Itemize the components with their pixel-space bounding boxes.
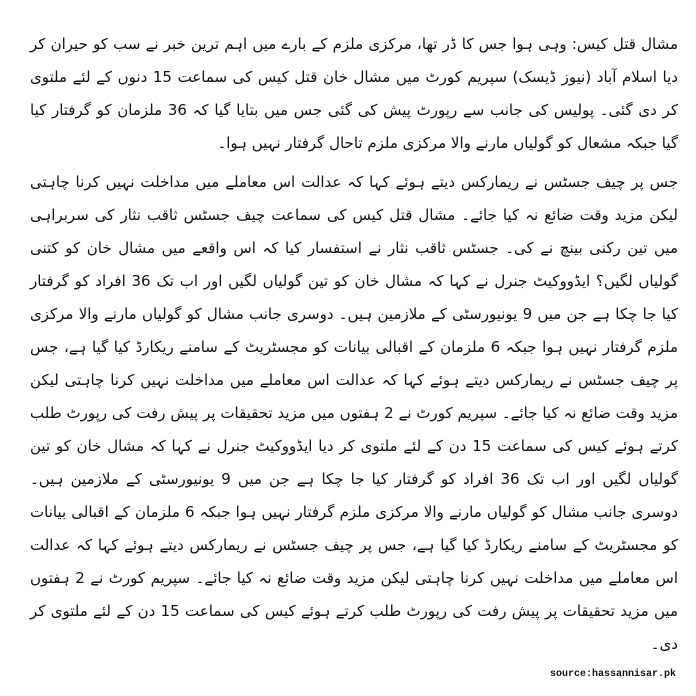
article-paragraph-intro: مشال قتل کیس: وہی ہوا جس کا ڈر تھا، مرکزی ملزم کے بارے میں اہم ترین خبر نے سب کو حیران کر دیا اسلام آباد (نیوز ڈیسک) سپریم کورٹ میں مشال خان قتل کیس کی سماعت 15 دنوں کے لئے ملتوی کر دی گئی۔ پولیس کی جانب سے رپورٹ پیش کی گئی جس میں بتایا گیا کہ 36 ملزمان کو گرفتار کیا گیا جبکہ مشعال کو گولیاں مارنے والا مرکزی ملزم تاحال گرفتار نہیں ہوا۔	[30, 35, 678, 152]
source-credit: source:hassannisar.pk	[549, 669, 676, 680]
article-body	[30, 28, 678, 661]
article-paragraph-hearing: جس پر چیف جسٹس نے ریمارکس دیتے ہوئے کہا کہ عدالت اس معاملے میں مداخلت نہیں کرنا چاہتی لیکن مزید وقت ضائع نہ کیا جائے۔ مشال قتل کیس کی سماعت چیف جسٹس ثاقب نثار کی سربراہی میں تین رکنی بینچ نے کی۔ جسٹس ثاقب نثار نے استفسار کیا کہ اس واقعے میں مشال خان کو کتنی گولیاں لگیں؟ ایڈووکیٹ جنرل نے کہا کہ مشال خان کو تین گولیاں لگیں اور اب تک 36 افراد کو گرفتار کیا جا چکا ہے جن میں 9 یونیورسٹی کے ملازمین ہیں۔ دوسری جانب مشال کو گولیاں مارنے والا مرکزی ملزم گرفتار نہیں ہوا جبکہ 6 ملزمان کے اقبالی بیانات کو مجسٹریٹ کے سامنے ریکارڈ کیا گیا ہے، جس پر چیف جسٹس نے ریمارکس دیتے ہوئے کہا کہ عدالت اس معاملے میں مداخلت نہیں کرنا چاہتی لیکن مزید وقت ضائع نہ کیا جائے۔ سپریم کورٹ نے 2 ہفتوں میں مزید تحقیقات پر پیش رفت کی رپورٹ طلب کرتے ہوئے کیس کی سماعت 15 دن کے لئے ملتوی کر دیا ایڈووکیٹ جنرل نے کہا کہ مشال خان کو تین گولیاں لگیں اور اب تک 36 افراد کو گرفتار کیا جا چکا ہے جن میں 9 یونیورسٹی کے ملازمین ہیں۔ دوسری جانب مشال کو گولیاں مارنے والا مرکزی ملزم گرفتار نہیں ہوا جبکہ 6 ملزمان کے اقبالی بیانات کو مجسٹریٹ کے سامنے ریکارڈ کیا گیا ہے، جس پر چیف جسٹس نے ریمارکس دیتے ہوئے کہا کہ عدالت اس معاملے میں مداخلت نہیں کرنا چاہتی لیکن مزید وقت ضائع نہ کیا جائے۔ سپریم کورٹ نے 2 ہفتوں میں مزید تحقیقات پر پیش رفت کی رپورٹ طلب کرتے ہوئے کیس کی سماعت 15 دن کے لئے ملتوی کر دی۔	[30, 173, 679, 653]
